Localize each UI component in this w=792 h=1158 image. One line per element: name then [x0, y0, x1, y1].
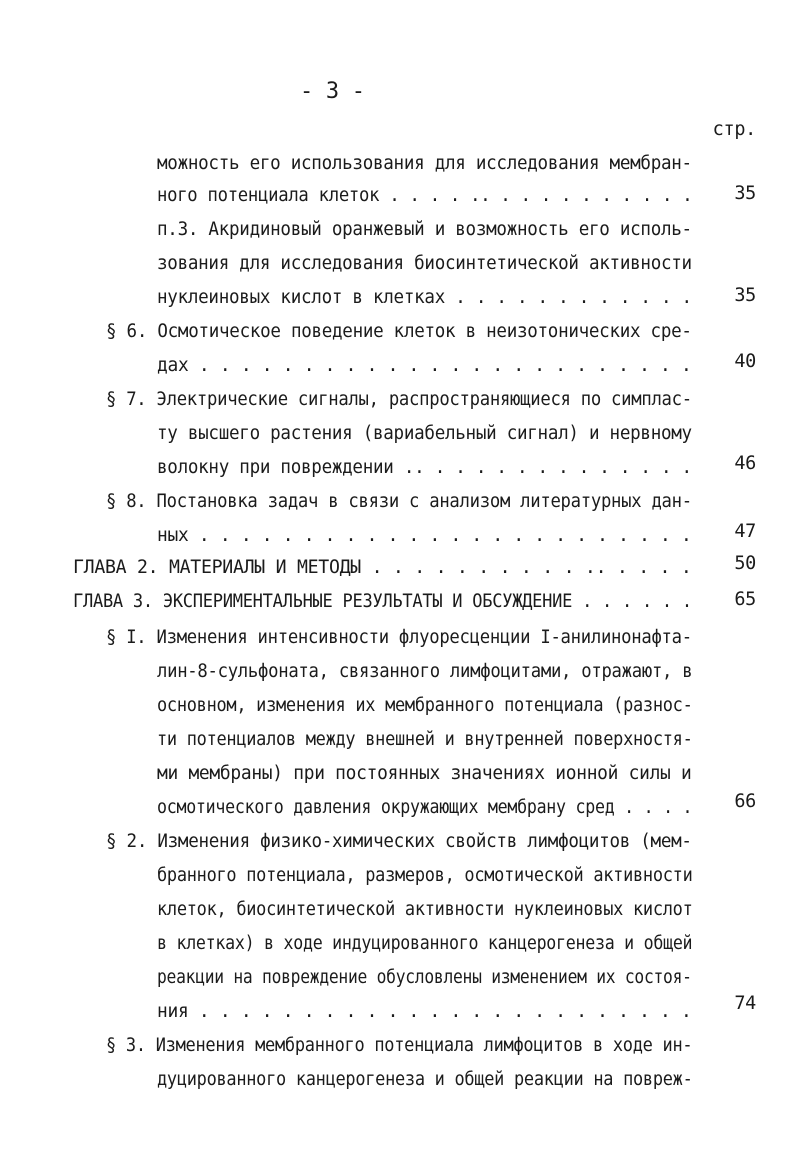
toc-page-number: 46	[734, 453, 756, 474]
toc-line: § I. Изменения интенсивности флуоресценции I-анилинонафта-	[106, 627, 692, 648]
page-number: - 3 -	[300, 79, 365, 104]
toc-line: § 2. Изменения физико-химических свойств лимфоцитов (мем-	[106, 831, 692, 852]
page-column-label: стр.	[712, 119, 756, 140]
toc-line: осмотического давления окружающих мембрану сред . . . .	[157, 797, 693, 818]
toc-line: § 8. Постановка задач в связи с анализом литературных дан-	[106, 491, 692, 512]
toc-page-number: 47	[734, 521, 756, 542]
toc-line: ти потенциалов между внешней и внутренней поверхностя-	[157, 729, 693, 750]
toc-line: волокну при повреждении .. . . . . . . . . . . . . .	[157, 457, 692, 478]
toc-line: реакции на повреждение обусловлены изменением их состоя-	[157, 967, 692, 988]
toc-line: ного потенциала клеток . . . . .. . . . . . . . . . .	[157, 185, 693, 206]
toc-line: дуцированного канцерогенеза и общей реакции на повреж-	[157, 1069, 693, 1090]
toc-chapter-line: ГЛАВА 3. ЭКСПЕРИМЕНТАЛЬНЫЕ РЕЗУЛЬТАТЫ И ОБСУЖДЕНИЕ . . . . . .	[73, 591, 692, 612]
toc-line: в клетках) в ходе индуцированного канцерогенеза и общей	[157, 933, 693, 954]
toc-page-number: 40	[734, 351, 756, 372]
toc-line: п.3. Акридиновый оранжевый и возможность его исполь-	[157, 219, 692, 240]
toc-page-number: 74	[734, 993, 756, 1014]
toc-line: § 6. Осмотическое поведение клеток в неизотонических сре-	[106, 321, 692, 342]
toc-line: можность его использования для исследования мембран-	[157, 153, 692, 174]
toc-line: ния . . . . . . . . . . . . . . . . . . . . . . . .	[157, 1001, 692, 1022]
toc-line: бранного потенциала, размеров, осмотической активности	[157, 865, 693, 886]
toc-line: клеток, биосинтетической активности нуклеиновых кислот	[157, 899, 693, 920]
toc-chapter-line: ГЛАВА 2. МАТЕРИАЛЫ И МЕТОДЫ . . . . . . . . . . .. . . . .	[73, 557, 692, 578]
toc-line: § 7. Электрические сигналы, распространяющиеся по симплас-	[106, 389, 692, 410]
toc-line: ми мембраны) при постоянных значениях ионной силы и	[157, 763, 692, 784]
toc-line: зования для исследования биосинтетической активности	[157, 253, 692, 274]
toc-page-number: 65	[734, 589, 756, 610]
toc-page-number: 50	[734, 553, 756, 574]
toc-line: нуклеиновых кислот в клетках . . . . . . . . . . . .	[157, 287, 692, 308]
toc-line: § 3. Изменения мембранного потенциала лимфоцитов в ходе ин-	[106, 1035, 693, 1056]
toc-page-number: 35	[734, 183, 756, 204]
toc-page-number: 35	[734, 285, 756, 306]
toc-line: основном, изменения их мембранного потенциала (разнос-	[157, 695, 693, 716]
toc-line: дах . . . . . . . . . . . . . . . . . . . . . . . .	[157, 355, 692, 376]
toc-line: ных . . . . . . . . . . . . . . . . . . . . . . . .	[157, 525, 692, 546]
toc-line: ту высшего растения (вариабельный сигнал) и нервному	[157, 423, 692, 444]
toc-line: лин-8-сульфоната, связанного лимфоцитами, отражают, в	[157, 661, 693, 682]
toc-page-number: 66	[734, 791, 756, 812]
